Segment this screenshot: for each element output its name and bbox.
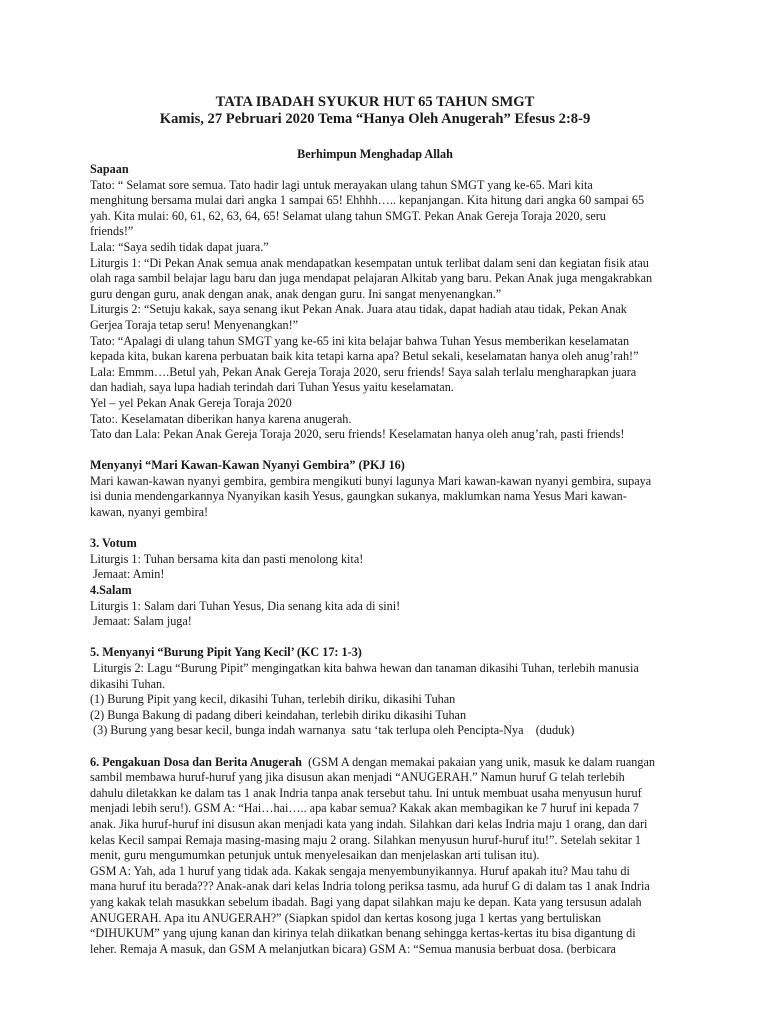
text-line: “DIHUKUM” yang ujung kanan dan kirinya telah diikatkan benang sehingga kertas-kertas itu bisa digantung di <box>90 926 636 941</box>
text-line: olah raga sambil belajar lagu baru dan juga mendapat pelajaran Alkitab yang baru. Pekan Anak juga mengakrabkan <box>90 271 653 286</box>
text-line: Tato dan Lala: Pekan Anak Gereja Toraja 2020, seru friends! Keselamatan hanya oleh anug’rah, pasti friends! <box>90 427 625 442</box>
text-line: Liturgis 1: “Di Pekan Anak semua anak mendapatkan kesempatan untuk terlibat dalam seni dan kegiatan fisik atau <box>90 255 649 270</box>
text-line: Tato: “Apalagi di ulang tahun SMGT yang ke-65 ini kita belajar bahwa Tuhan Yesus memberikan keselamatan <box>90 333 630 348</box>
text-line: dahulu diletakkan ke dalam tas 1 anak Indria tanpa anak tersebut tahu. Ini untuk membuat usaha menyusun huruf <box>90 785 642 800</box>
text-line: GSM A: Yah, ada 1 huruf yang tidak ada. Kakak sengaja menyembunyikannya. Huruf apakah itu? Mau tahu di <box>90 863 630 878</box>
text-line: Jemaat: Salam juga! <box>90 614 192 629</box>
text-line: Liturgis 2: Lagu “Burung Pipit” mengingatkan kita bahwa hewan dan tanaman dikasihi Tuhan, terlebih manusia <box>90 661 639 675</box>
text-line: (1) Burung Pipit yang kecil, dikasihi Tuhan, terlebih diriku, dikasihi Tuhan <box>90 692 456 707</box>
pengakuan-first-line <box>90 755 660 771</box>
text-line: kawan, nyanyi gembira! <box>90 505 209 520</box>
spacer <box>90 521 660 537</box>
text-line: Mari kawan-kawan nyanyi gembira, gembira mengikuti bunyi lagunya Mari kawan-kawan nyanyi gembira, supaya <box>90 473 652 488</box>
text-line: leher. Remaja A masuk, dan GSM A melanjutkan bicara) GSM A: “Semua manusia berbuat dosa. (berbicara <box>90 941 616 956</box>
text-line: isi dunia mendengarkannya Nyanyikan kasih Yesus, gaungkan sukanya, maklumkan nama Yesus Mari kawan- <box>90 489 627 504</box>
section-heading: Berhimpun Menghadap Allah <box>297 147 453 161</box>
text-line: menghitung bersama mulai dari angka 1 sampai 65! Ehhhh….. kepanjangan. Kita hitung dari angka 60 sampai 65 <box>90 193 645 208</box>
text-line: Liturgis 1: Salam dari Tuhan Yesus, Dia senang kita ada di sini! <box>90 598 401 613</box>
text-line: Liturgis 1: Tuhan bersama kita dan pasti menolong kita! <box>90 551 364 566</box>
text-line: menjadi lebih seru!). GSM A: “Hai…hai….. apa kabar semua? Kakak akan membagikan ke 7 huruf ini kepada 7 <box>90 801 639 816</box>
document-title: TATA IBADAH SYUKUR HUT 65 TAHUN SMGT <box>215 94 535 110</box>
votum-heading: 3. Votum <box>90 536 137 551</box>
text-line: Gerjea Toraja tetap seru! Menyenangkan!” <box>90 317 299 332</box>
text-line: dikasihi Tuhan. <box>90 676 166 691</box>
pengakuan-heading: 6. Pengakuan Dosa dan Berita Anugerah <box>90 754 302 769</box>
pengakuan-intro: (GSM A dengan memakai pakaian yang unik, masuk ke dalam ruangan <box>301 754 655 769</box>
menyanyi2-heading: 5. Menyanyi “Burung Pipit Yang Kecil’ (KC 17: 1-3) <box>90 645 362 660</box>
text-line: menit, guru mengumumkan petunjuk untuk menyelesaikan dan menjelaskan arti tulisan itu). <box>90 848 540 863</box>
text-line: Lala: “Saya sedih tidak dapat juara.” <box>90 239 269 254</box>
text-line: dan hadiah, saya lupa hadiah terindah dari Tuhan Yesus yaitu keselamatan. <box>90 380 454 395</box>
text-line: sambil membawa huruf-huruf yang jika disusun akan menjadi “ANUGERAH.” Namun huruf G telah terlebih <box>90 770 625 785</box>
spacer <box>90 443 660 459</box>
text-line: Lala: Emmm….Betul yah, Pekan Anak Gereja Toraja 2020, seru friends! Saya salah terlalu mengharapkan juara <box>90 364 637 379</box>
spacer <box>90 630 660 646</box>
text-line: kelas Kecil sampai Remaja masing-masing maju 2 orang. Silahkan menyusun huruf-huruf itu!”. Setelah sekitar 1 <box>90 832 642 847</box>
text-line: Liturgis 2: “Setuju kakak, saya senang ikut Pekan Anak. Juara atau tidak, dapat hadiah atau tidak, Pekan Anak <box>90 302 627 317</box>
text-line: guru dengan guru, anak dengan anak, anak dengan guru. Ini sangat menyenangkan.” <box>90 286 502 301</box>
text-line: Tato:. Keselamatan diberikan hanya karena anugerah. <box>90 411 352 426</box>
text-line: kepada kita, bukan karena perbuatan baik kita tetapi karna apa? Betul sekali, keselamatan hanya oleh anug’rah!” <box>90 349 639 364</box>
sapaan-heading: Sapaan <box>90 162 129 176</box>
text-line: yang kakak telah masukkan sebelum ibadah. Bagi yang dapat silahkan maju ke depan. Kata yang tersusun adalah <box>90 894 642 909</box>
sapaan-body <box>90 178 660 443</box>
text-line: Tato: “ Selamat sore semua. Tato hadir lagi untuk merayakan ulang tahun SMGT yang ke-65. Mari kita <box>90 177 593 192</box>
salam-heading: 4.Salam <box>90 583 132 598</box>
text-line: ANUGERAH. Apa itu ANUGERAH?” (Siapkan spidol dan kertas kosong juga 1 kertas yang bertuliskan <box>90 910 602 925</box>
text-line: Jemaat: Amin! <box>90 567 165 582</box>
spacer <box>90 739 660 755</box>
text-line: Yel – yel Pekan Anak Gereja Toraja 2020 <box>90 395 292 410</box>
text-line: mana huruf itu berada??? Anak-anak dari kelas Indria tolong periksa tasmu, ada huruf G di dalam tas 1 anak Indria <box>90 879 650 894</box>
text-line: yah. Kita mulai: 60, 61, 62, 63, 64, 65! Selamat ulang tahun SMGT. Pekan Anak Gereja Toraja 2020, seru <box>90 208 606 223</box>
menyanyi1-heading: Menyanyi “Mari Kawan-Kawan Nyanyi Gembira” (PKJ 16) <box>90 458 405 473</box>
document-subtitle: Kamis, 27 Pebruari 2020 Tema “Hanya Oleh Anugerah” Efesus 2:8-9 <box>159 111 591 127</box>
text-line: (3) Burung yang besar kecil, bunga indah warnanya satu ‘tak terlupa oleh Pencipta-Nya (duduk) <box>90 723 575 738</box>
text-line: (2) Bunga Bakung di padang diberi keindahan, terlebih diriku dikasihi Tuhan <box>90 707 467 722</box>
text-line: anak. Jika huruf-huruf ini disusun akan menjadi kata yang indah. Silahkan dari kelas Indria maju 1 orang, dan dari <box>90 816 648 831</box>
text-line: friends!” <box>90 224 134 239</box>
